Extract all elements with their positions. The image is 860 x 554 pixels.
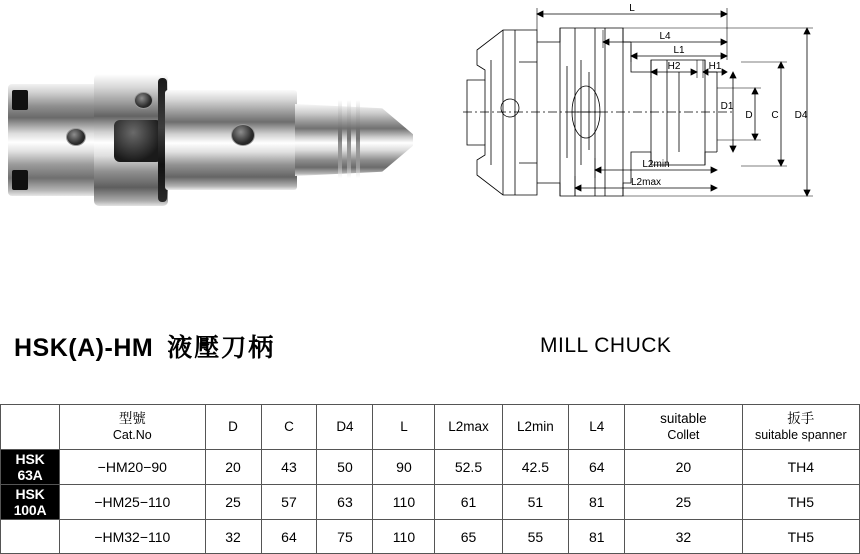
row-label: HSK 100A — [1, 485, 60, 520]
header-spanner — [742, 405, 859, 450]
cell-d4: 50 — [317, 450, 373, 485]
header-catno — [60, 405, 206, 450]
header-d4: D4 — [317, 405, 373, 450]
row-label — [1, 520, 60, 554]
product-title-chinese: 液壓刀柄 — [167, 334, 276, 362]
product-title-left — [14, 328, 275, 364]
cell-l2min: 55 — [502, 520, 569, 554]
cell-catno: −HM32−110 — [60, 520, 206, 554]
dim-label-L4: L4 — [659, 31, 671, 42]
nose-ring-3 — [356, 100, 360, 178]
head-slot-top — [12, 90, 28, 110]
cell-collet: 20 — [625, 450, 742, 485]
specification-table — [0, 404, 860, 554]
dim-label-D1: D1 — [720, 101, 734, 112]
header-catno-en: Cat.No — [112, 427, 152, 442]
hsk-taper-head — [8, 84, 100, 196]
header-spanner-cn: 扳手 — [787, 410, 815, 426]
cell-collet: 25 — [625, 485, 742, 520]
header-l4: L4 — [569, 405, 625, 450]
dim-label-H1: H1 — [708, 61, 722, 72]
table-row — [1, 485, 860, 520]
header-l2max: L2max — [435, 405, 502, 450]
cell-l: 110 — [373, 485, 435, 520]
cell-spanner: TH5 — [742, 485, 859, 520]
head-drive-hole — [66, 128, 86, 146]
cell-l4: 81 — [569, 485, 625, 520]
cell-c: 64 — [261, 520, 317, 554]
head-slot-bottom — [12, 170, 28, 190]
cell-l2max: 61 — [435, 485, 502, 520]
dim-label-D4: D4 — [794, 110, 808, 121]
cell-d: 20 — [205, 450, 261, 485]
nose-ring-2 — [347, 100, 351, 178]
header-l2min: L2min — [502, 405, 569, 450]
table-body — [1, 450, 860, 554]
cell-collet: 32 — [625, 520, 742, 554]
dim-label-L2max: L2max — [630, 177, 662, 188]
header-collet-top: suitable — [660, 410, 707, 426]
header-collet — [625, 405, 742, 450]
cell-d: 32 — [205, 520, 261, 554]
table-header — [1, 405, 860, 450]
cell-c: 57 — [261, 485, 317, 520]
cell-d4: 63 — [317, 485, 373, 520]
product-model: HSK(A)-HM — [14, 334, 154, 362]
cell-spanner: TH4 — [742, 450, 859, 485]
flange-slot — [114, 120, 162, 162]
table-row — [1, 450, 860, 485]
cell-catno: −HM20−90 — [60, 450, 206, 485]
dim-label-H2: H2 — [667, 61, 681, 72]
dim-label-D: D — [745, 110, 753, 121]
flange-hole — [134, 92, 153, 109]
cell-l4: 81 — [569, 520, 625, 554]
cell-l: 90 — [373, 450, 435, 485]
cell-l2max: 65 — [435, 520, 502, 554]
dim-label-C: C — [771, 110, 779, 121]
pressure-screw-hole — [231, 124, 255, 146]
dim-label-L1: L1 — [673, 45, 685, 56]
cell-catno: −HM25−110 — [60, 485, 206, 520]
header-spanner-en: suitable spanner — [754, 427, 847, 442]
table-header-row — [1, 405, 860, 450]
cell-l4: 64 — [569, 450, 625, 485]
cross-section-drawing — [455, 0, 855, 225]
tool-holder-photo — [8, 60, 448, 220]
header-collet-sub: Collet — [667, 427, 700, 442]
cell-l2max: 52.5 — [435, 450, 502, 485]
table-row — [1, 520, 860, 554]
nose-ring-1 — [338, 100, 342, 178]
dim-label-L: L — [629, 3, 635, 14]
cell-l2min: 51 — [502, 485, 569, 520]
header-l: L — [373, 405, 435, 450]
header-catno-cn: 型號 — [118, 410, 146, 426]
header-label-blank — [1, 405, 60, 450]
holder-mid-body — [165, 90, 297, 190]
cell-l2min: 42.5 — [502, 450, 569, 485]
cell-l: 110 — [373, 520, 435, 554]
cell-d4: 75 — [317, 520, 373, 554]
holder-flange — [94, 74, 168, 206]
cell-spanner: TH5 — [742, 520, 859, 554]
dim-label-L2min: L2min — [642, 159, 670, 170]
cell-d: 25 — [205, 485, 261, 520]
cell-c: 43 — [261, 450, 317, 485]
row-label: HSK 63A — [1, 450, 60, 485]
header-c: C — [261, 405, 317, 450]
product-title-right: MILL CHUCK — [540, 334, 672, 357]
holder-nose-taper — [295, 104, 413, 176]
header-d: D — [205, 405, 261, 450]
